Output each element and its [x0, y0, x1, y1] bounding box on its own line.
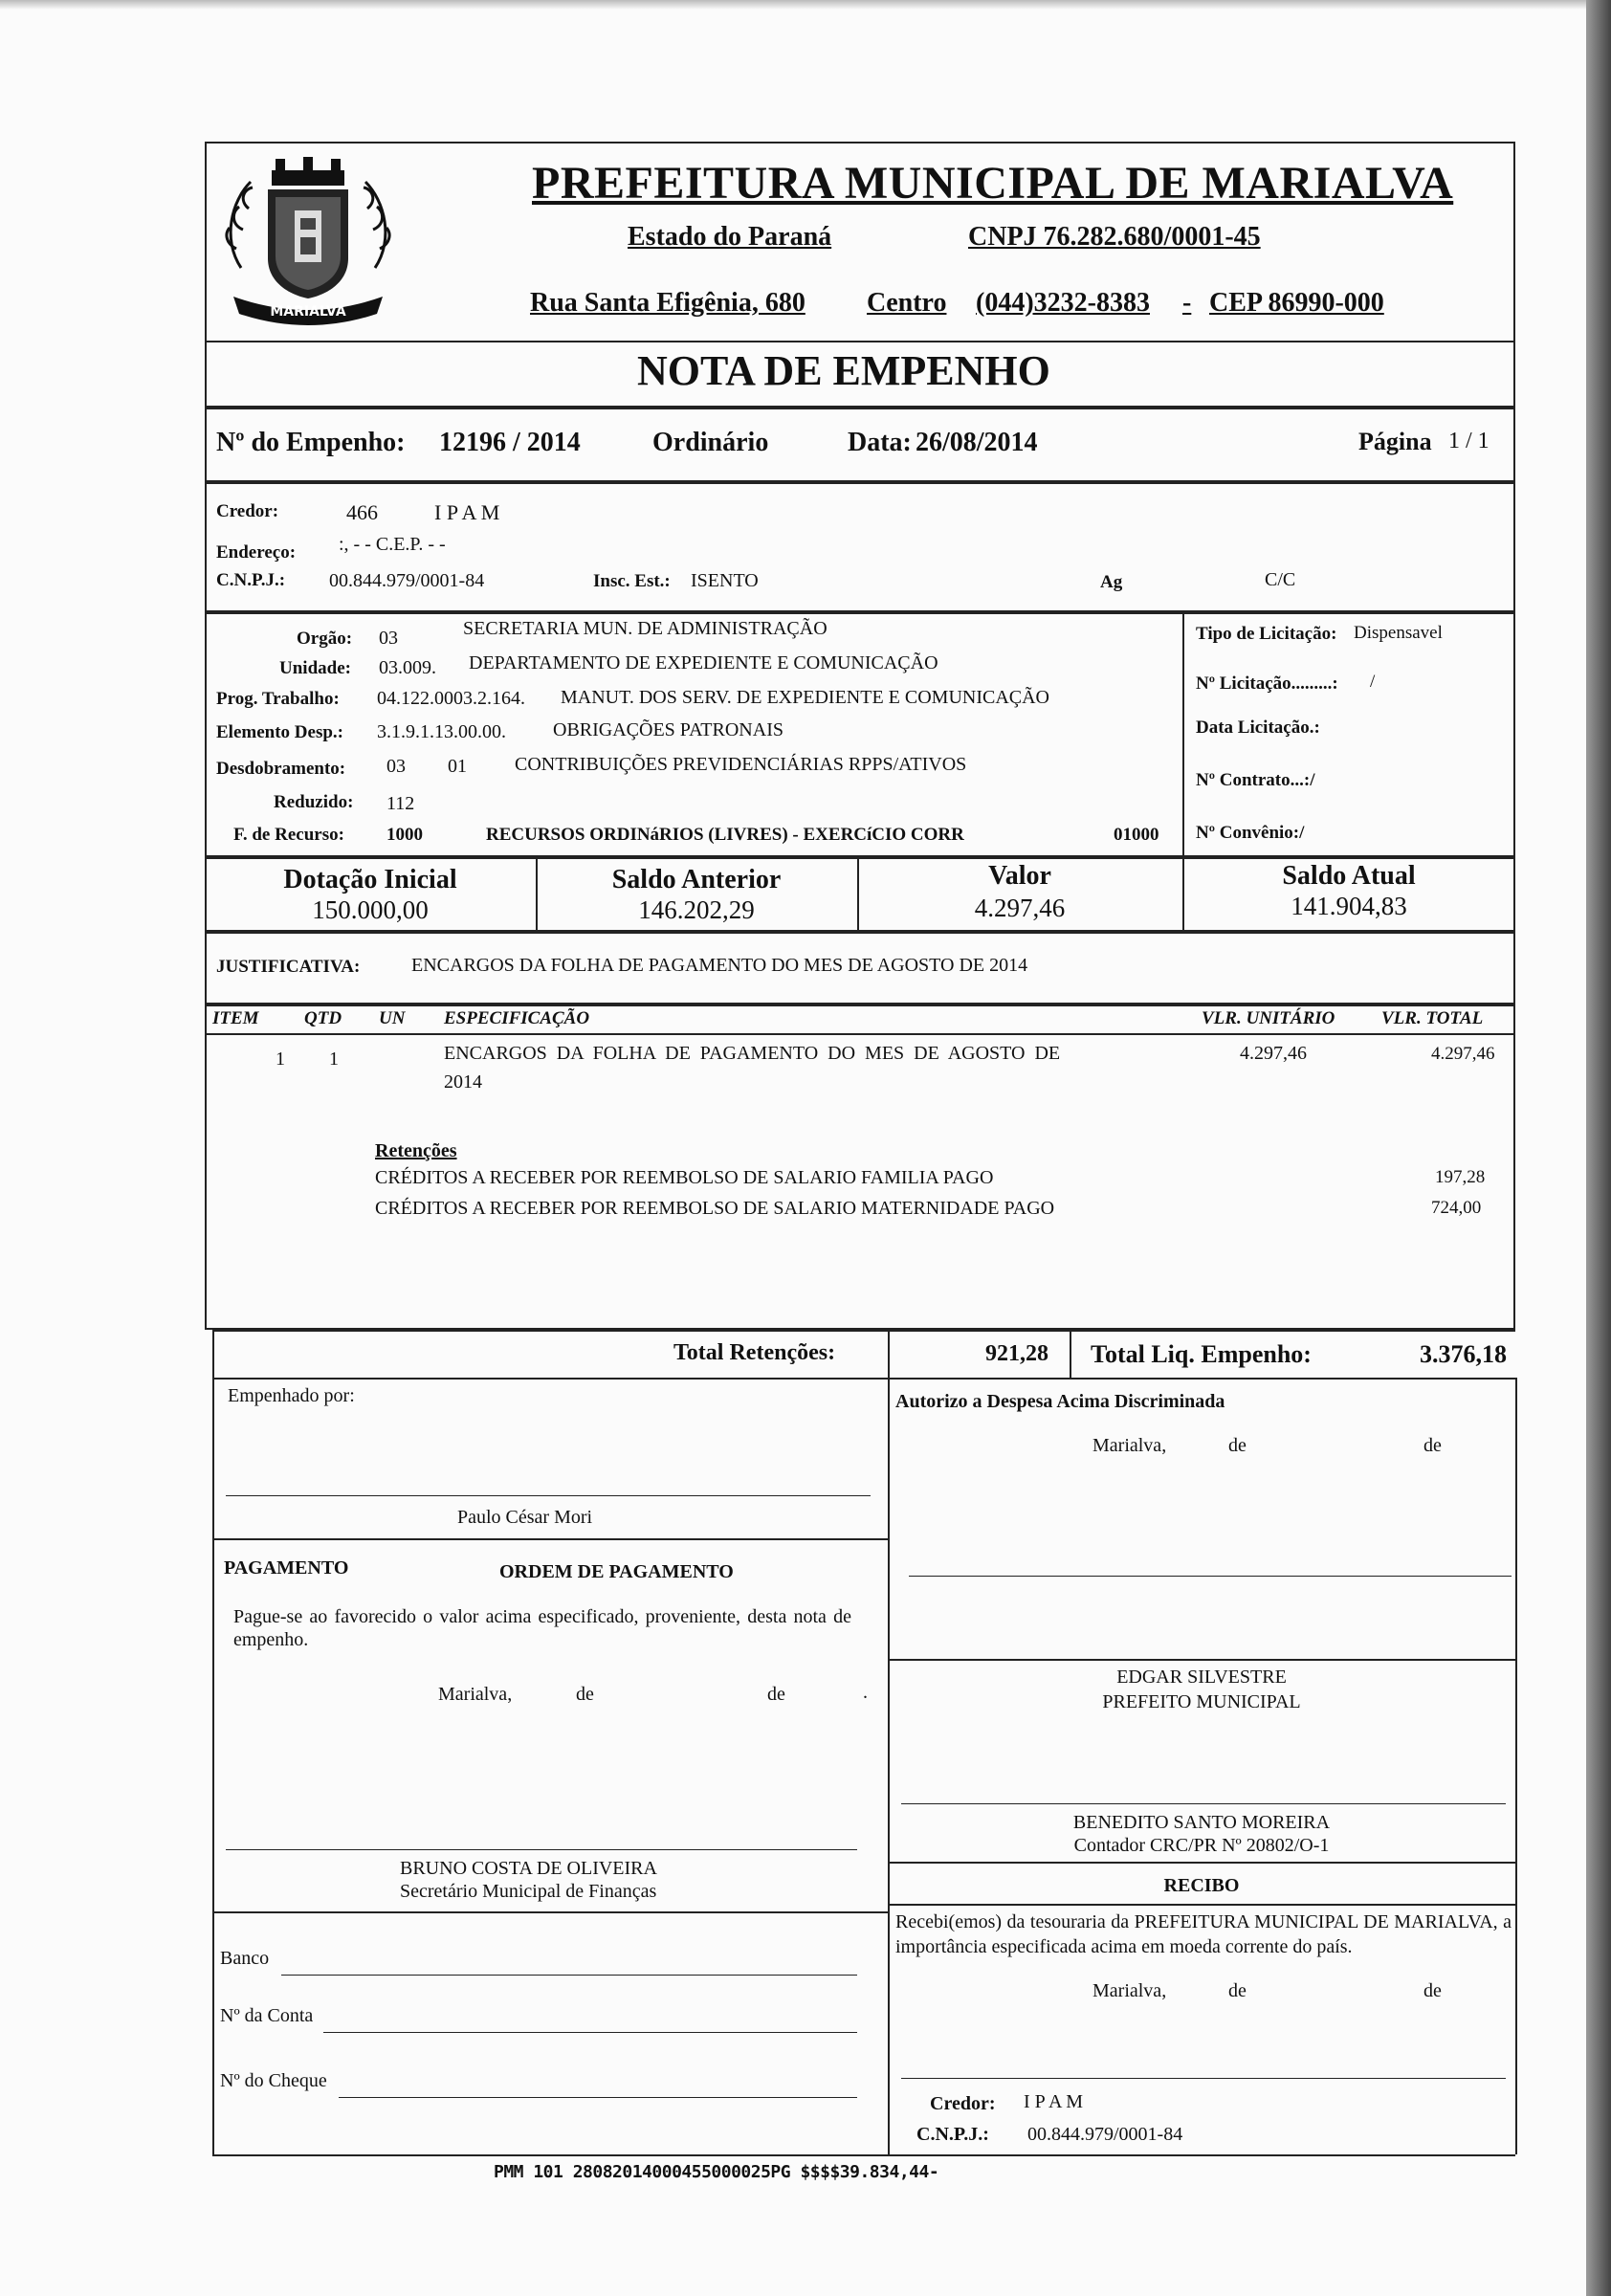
- contador-nome: BENEDITO SANTO MOREIRA: [1072, 1812, 1331, 1833]
- orgao-name: SECRETARIA MUN. DE ADMINISTRAÇÃO: [463, 618, 828, 639]
- contador-signature-line: [901, 1803, 1506, 1804]
- footer-barcode-text: PMM 101 28082014000455000025PG $$$$39.834,44-: [494, 2162, 939, 2182]
- credor-label: Credor:: [216, 501, 279, 521]
- col-especificacao: ESPECIFICAÇÃO: [444, 1008, 590, 1028]
- reduzido-label: Reduzido:: [274, 792, 354, 812]
- retencao-value: 724,00: [1431, 1198, 1482, 1218]
- sig-right-div-1: [888, 1659, 1515, 1661]
- banco-label: Banco: [220, 1948, 270, 1969]
- convenio-label: Nº Convênio:/: [1196, 823, 1305, 843]
- credor-cnpj-label: C.N.P.J.:: [216, 570, 286, 590]
- empenho-date: 26/08/2014: [916, 428, 1038, 457]
- pagamento-label: PAGAMENTO: [224, 1557, 349, 1578]
- desdobramento-name: CONTRIBUIÇÕES PREVIDENCIÁRIAS RPPS/ATIVOS: [515, 754, 967, 775]
- elemento-code: 3.1.9.1.13.00.00.: [377, 721, 506, 742]
- header-separator: -: [1182, 288, 1192, 318]
- total-liq-label: Total Liq. Empenho:: [1091, 1340, 1312, 1368]
- municipal-crest-logo: [212, 153, 404, 335]
- prog-label: Prog. Trabalho:: [216, 689, 340, 709]
- date-dot: .: [863, 1682, 868, 1703]
- scan-edge-right: [1586, 0, 1611, 2296]
- header-cnpj: CNPJ 76.282.680/0001-45: [968, 222, 1261, 252]
- page-label: Página: [1358, 428, 1432, 455]
- item-espec-line2: 2014: [444, 1071, 482, 1093]
- document-title: NOTA DE EMPENHO: [637, 347, 1050, 394]
- unidade-label: Unidade:: [279, 658, 351, 678]
- empenhado-nome: Paulo César Mori: [457, 1507, 593, 1528]
- prefeito-cargo: PREFEITO MUNICIPAL: [1102, 1691, 1301, 1712]
- fonte-name: RECURSOS ORDINáRIOS (LIVRES) - EXERCíCIO CORR: [486, 825, 964, 845]
- page-number: 1 / 1: [1448, 429, 1490, 453]
- header-district: Centro: [867, 288, 947, 318]
- header-address: Rua Santa Efigênia, 680: [530, 288, 806, 318]
- totals-left-line: [212, 1330, 214, 1378]
- footer-credor-label: Credor:: [930, 2093, 996, 2114]
- unidade-name: DEPARTAMENTO DE EXPEDIENTE E COMUNICAÇÃO: [469, 652, 938, 673]
- fonte-code: 1000: [386, 825, 423, 845]
- reduzido-value: 112: [386, 793, 415, 814]
- date-de-6: de: [1423, 1980, 1442, 2001]
- item-vlr-total: 4.297,46: [1431, 1044, 1495, 1064]
- saldo-atual-label: Saldo Atual: [1282, 861, 1416, 891]
- recibo-signature-line: [901, 2078, 1506, 2079]
- header-cep: CEP 86990-000: [1209, 288, 1384, 318]
- total-retencoes-label: Total Retenções:: [673, 1340, 836, 1365]
- header-phone: (044)3232-8383: [976, 288, 1150, 318]
- valor-value: 4.297,46: [974, 894, 1066, 922]
- cheque-label: Nº do Cheque: [220, 2070, 327, 2091]
- totals-top-line: [212, 1330, 1515, 1332]
- banco-line: [281, 1975, 857, 1976]
- col-vlr-total: VLR. TOTAL: [1381, 1008, 1484, 1028]
- empenho-date-label: Data:: [848, 428, 912, 457]
- footer-credor-name: I P A M: [1024, 2091, 1084, 2112]
- justificativa-text: ENCARGOS DA FOLHA DE PAGAMENTO DO MES DE AGOSTO DE 2014: [411, 955, 1028, 976]
- total-retencoes-value: 921,28: [985, 1341, 1048, 1366]
- sig-right-div-2: [888, 1862, 1515, 1864]
- sig-left-div-2: [212, 1911, 888, 1913]
- sig-left-div-1: [212, 1538, 888, 1540]
- fonte-label: F. de Recurso:: [233, 825, 344, 845]
- insc-label: Insc. Est.:: [593, 571, 671, 591]
- credor-name: I P A M: [434, 500, 500, 524]
- orgao-code: 03: [379, 628, 398, 649]
- ordem-pagamento-label: ORDEM DE PAGAMENTO: [499, 1561, 734, 1582]
- date-de-3: de: [576, 1684, 594, 1705]
- insc-value: ISENTO: [691, 570, 759, 591]
- credor-code: 466: [346, 500, 378, 524]
- saldo-anterior-value: 146.202,29: [638, 895, 755, 924]
- secretario-nome: BRUNO COSTA DE OLIVEIRA: [400, 1858, 657, 1879]
- prog-name: MANUT. DOS SERV. DE EXPEDIENTE E COMUNICAÇÃO: [561, 687, 1049, 708]
- unidade-code: 03.009.: [379, 657, 436, 678]
- conta-line: [323, 2032, 857, 2033]
- totals-div-1: [888, 1330, 890, 1378]
- retencao-desc: CRÉDITOS A RECEBER POR REEMBOLSO DE SALARIO FAMILIA PAGO: [375, 1167, 994, 1188]
- secretario-cargo: Secretário Municipal de Finanças: [400, 1881, 657, 1902]
- contador-cargo: Contador CRC/PR Nº 20802/O-1: [1073, 1835, 1330, 1856]
- empenhado-signature-line: [226, 1495, 871, 1496]
- local-date-2: Marialva,: [438, 1684, 513, 1705]
- elemento-name: OBRIGAÇÕES PATRONAIS: [553, 719, 783, 740]
- col-qtd: QTD: [304, 1008, 342, 1028]
- empenho-number: 12196 / 2014: [439, 428, 581, 457]
- empenhado-label: Empenhado por:: [228, 1385, 355, 1406]
- desdobramento-code2: 01: [448, 756, 467, 777]
- col-item: ITEM: [212, 1008, 259, 1028]
- totals-div-2: [1070, 1330, 1071, 1378]
- items-header-line: [205, 1033, 1515, 1035]
- cc-label: C/C: [1265, 569, 1296, 590]
- sig-center-divider: [888, 1378, 890, 2154]
- sig-right-border: [1515, 1378, 1517, 2154]
- col-un: UN: [379, 1008, 406, 1028]
- autorizo-label: Autorizo a Despesa Acima Discriminada: [895, 1391, 1225, 1412]
- retencao-value: 197,28: [1435, 1167, 1486, 1187]
- tipo-licitacao-label: Tipo de Licitação:: [1196, 624, 1337, 644]
- scan-edge-top: [0, 0, 1611, 10]
- ordem-text: Pague-se ao favorecido o valor acima especificado, proveniente, desta nota de empenho.: [233, 1606, 851, 1650]
- desdobramento-code1: 03: [386, 756, 406, 777]
- empenho-type: Ordinário: [652, 428, 769, 457]
- total-liq-value: 3.376,18: [1420, 1340, 1507, 1368]
- header-divider: [205, 341, 1515, 342]
- col-vlr-unitario: VLR. UNITÁRIO: [1202, 1008, 1335, 1028]
- local-date-1: Marialva,: [1092, 1435, 1167, 1456]
- prog-code: 04.122.0003.2.164.: [377, 688, 525, 709]
- orgao-label: Orgão:: [297, 629, 353, 649]
- state-name: Estado do Paraná: [628, 222, 832, 252]
- retencoes-title: Retenções: [375, 1140, 457, 1161]
- secretario-signature-line: [226, 1849, 857, 1850]
- recibo-label: RECIBO: [1163, 1875, 1240, 1896]
- prefeito-nome: EDGAR SILVESTRE: [1116, 1667, 1287, 1688]
- item-number: 1: [276, 1049, 285, 1070]
- valor-label: Valor: [988, 861, 1051, 891]
- saldo-anterior-label: Saldo Anterior: [611, 865, 782, 894]
- footer-cnpj-label: C.N.P.J.:: [916, 2124, 989, 2145]
- totals-bottom-line: [212, 1378, 1515, 1380]
- sig-left-border: [212, 1378, 214, 2154]
- credor-cnpj: 00.844.979/0001-84: [329, 570, 485, 591]
- endereco-label: Endereço:: [216, 542, 297, 563]
- conta-label: Nº da Conta: [220, 2005, 314, 2026]
- date-de-2: de: [1423, 1435, 1442, 1456]
- item-vlr-unitario: 4.297,46: [1240, 1043, 1307, 1064]
- date-de-4: de: [767, 1684, 785, 1705]
- dotacao-inicial-label: Dotação Inicial: [283, 865, 457, 894]
- tipo-licitacao-value: Dispensavel: [1354, 623, 1443, 643]
- local-date-3: Marialva,: [1092, 1980, 1167, 2001]
- cheque-line: [339, 2097, 857, 2098]
- footer-cnpj: 00.844.979/0001-84: [1027, 2124, 1183, 2145]
- justificativa-label: JUSTIFICATIVA:: [216, 957, 361, 977]
- contrato-label: Nº Contrato...:/: [1196, 770, 1315, 790]
- dotacao-inicial-value: 150.000,00: [312, 895, 429, 924]
- sig-bottom-border: [212, 2154, 1515, 2156]
- item-espec-line1: ENCARGOS DA FOLHA DE PAGAMENTO DO MES DE AGOSTO DE: [444, 1043, 1061, 1064]
- licitacao-number-label: Nº Licitação.........:: [1196, 673, 1338, 694]
- date-de-5: de: [1228, 1980, 1247, 2001]
- prefeito-signature-line: [909, 1576, 1512, 1577]
- saldo-atual-value: 141.904,83: [1291, 892, 1407, 920]
- item-qtd: 1: [329, 1049, 339, 1070]
- svg-text:MARIALVA: MARIALVA: [270, 304, 346, 320]
- recibo-line: [888, 1904, 1515, 1906]
- ag-label: Ag: [1100, 572, 1123, 592]
- empenho-number-label: Nº do Empenho:: [216, 428, 406, 457]
- date-de-1: de: [1228, 1435, 1247, 1456]
- recibo-text: Recebi(emos) da tesouraria da PREFEITURA MUNICIPAL DE MARIALVA, a importância especificada acima em moeda corrente do país.: [895, 1911, 1512, 1957]
- licitacao-number: /: [1370, 672, 1376, 692]
- endereco-value: :, - - C.E.P. - -: [339, 534, 446, 555]
- fonte-code2: 01000: [1114, 825, 1159, 845]
- dotacao-divider: [1182, 612, 1184, 857]
- elemento-label: Elemento Desp.:: [216, 722, 343, 742]
- desdobramento-label: Desdobramento:: [216, 759, 346, 779]
- municipality-title: PREFEITURA MUNICIPAL DE MARIALVA: [532, 158, 1454, 209]
- retencao-desc: CRÉDITOS A RECEBER POR REEMBOLSO DE SALARIO MATERNIDADE PAGO: [375, 1198, 1055, 1219]
- licitacao-date-label: Data Licitação.:: [1196, 718, 1320, 738]
